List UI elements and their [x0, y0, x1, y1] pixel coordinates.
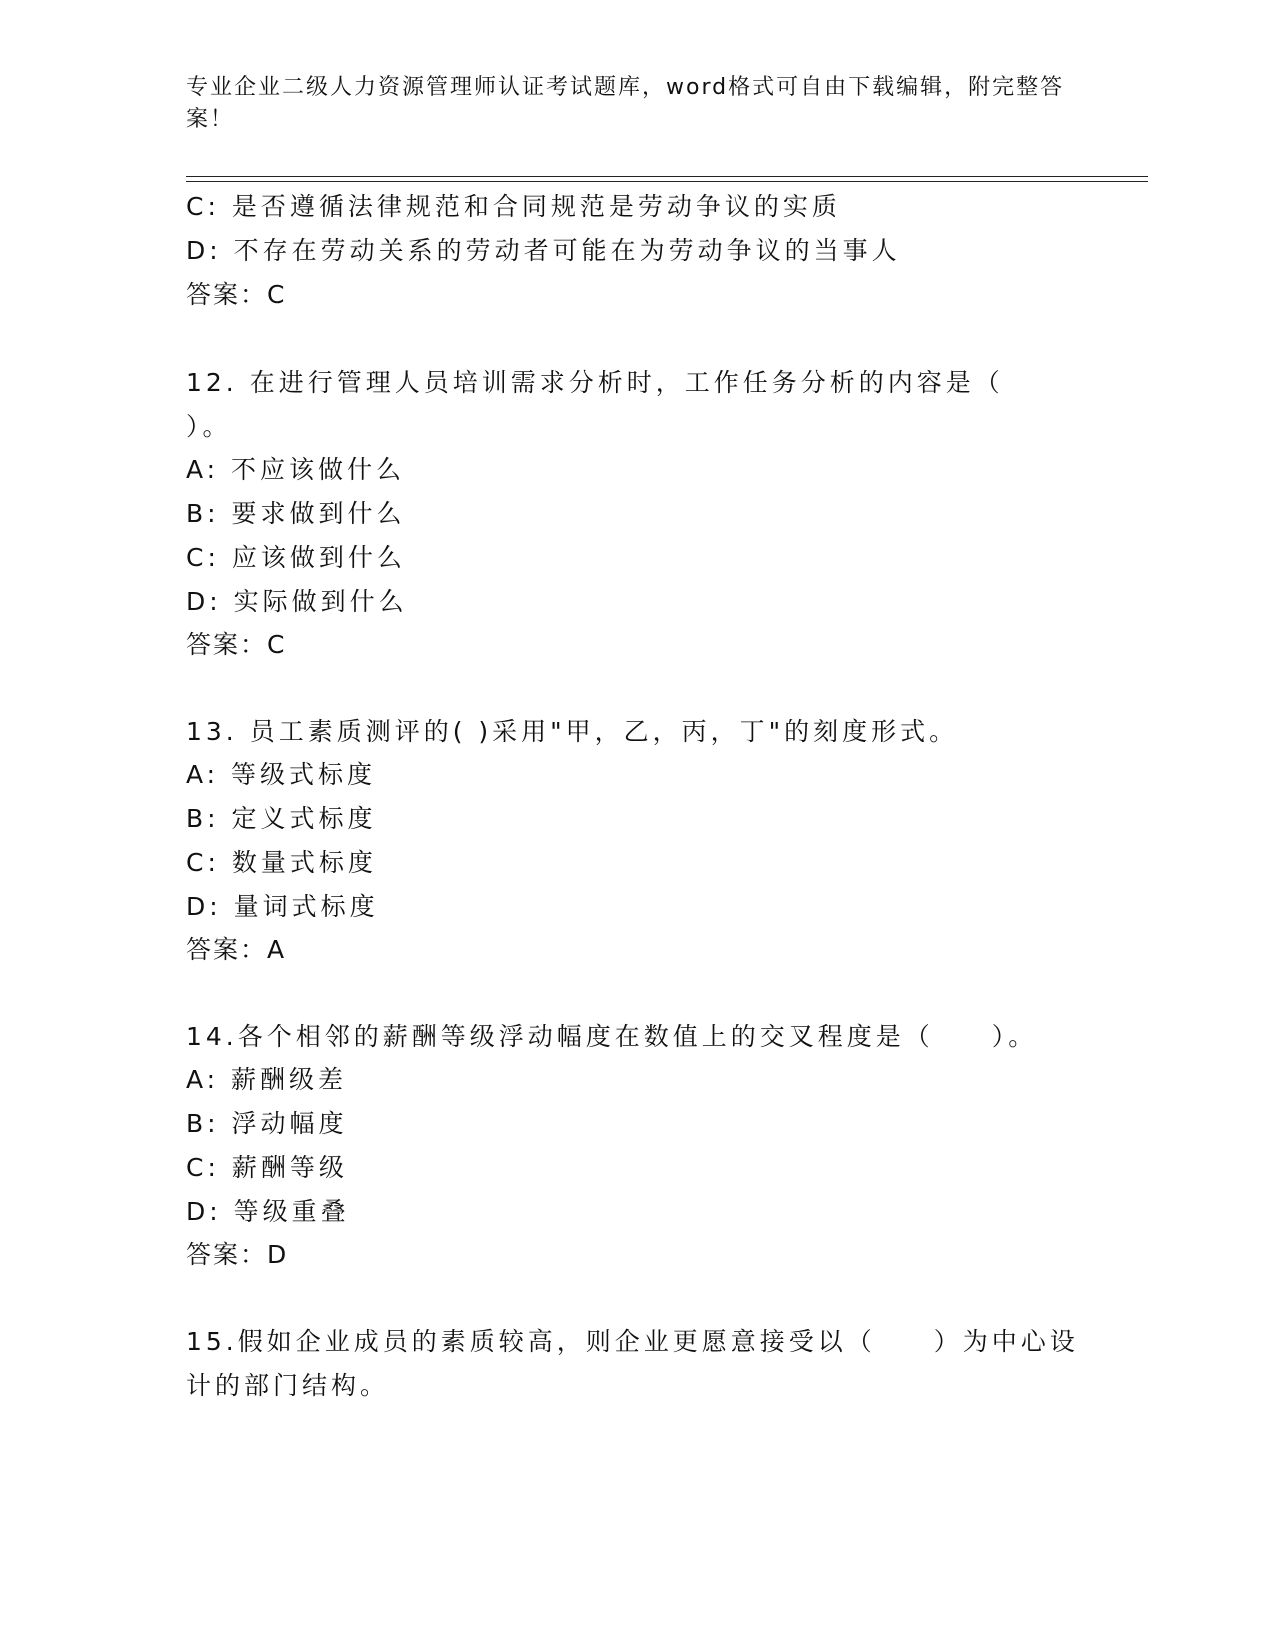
- option-d-q11: D: 不存在劳动关系的劳动者可能在为劳动争议的当事人: [186, 236, 901, 265]
- question-14-stem: 14.各个相邻的薪酬等级浮动幅度在数值上的交叉程度是（ ）。: [186, 1022, 1038, 1051]
- question-13-stem: 13. 员工素质测评的( )采用"甲，乙，丙，丁"的刻度形式。: [186, 717, 959, 746]
- option-c-q13: C: 数量式标度: [186, 848, 377, 877]
- answer-q12: 答案：C: [186, 630, 287, 659]
- answer-q11: 答案：C: [186, 280, 287, 309]
- option-b-q12: B: 要求做到什么: [186, 499, 406, 528]
- header-divider-top: [186, 176, 1148, 177]
- option-c-q14: C: 薪酬等级: [186, 1153, 348, 1182]
- question-12-stem: 12. 在进行管理人员培训需求分析时，工作任务分析的内容是（: [186, 368, 1004, 397]
- option-a-q14: A: 薪酬级差: [186, 1065, 348, 1094]
- header-divider-bottom: [186, 181, 1148, 182]
- option-d-q12: D: 实际做到什么: [186, 587, 408, 616]
- question-15-stem-cont: 计的部门结构。: [186, 1371, 390, 1400]
- answer-q14: 答案：D: [186, 1240, 289, 1269]
- document-header: 专业企业二级人力资源管理师认证考试题库，word格式可自由下载编辑，附完整答案！: [186, 75, 1065, 132]
- option-b-q14: B: 浮动幅度: [186, 1109, 348, 1138]
- question-12-stem-cont: ）。: [186, 412, 232, 441]
- option-d-q13: D: 量词式标度: [186, 892, 379, 921]
- option-b-q13: B: 定义式标度: [186, 804, 377, 833]
- option-a-q13: A: 等级式标度: [186, 760, 377, 789]
- question-15-stem: 15.假如企业成员的素质较高，则企业更愿意接受以（ ）为中心设: [186, 1327, 1079, 1356]
- answer-q13: 答案：A: [186, 935, 287, 964]
- option-a-q12: A: 不应该做什么: [186, 455, 406, 484]
- option-c-q12: C: 应该做到什么: [186, 543, 406, 572]
- option-d-q14: D: 等级重叠: [186, 1197, 350, 1226]
- option-c-q11: C: 是否遵循法律规范和合同规范是劳动争议的实质: [186, 192, 841, 221]
